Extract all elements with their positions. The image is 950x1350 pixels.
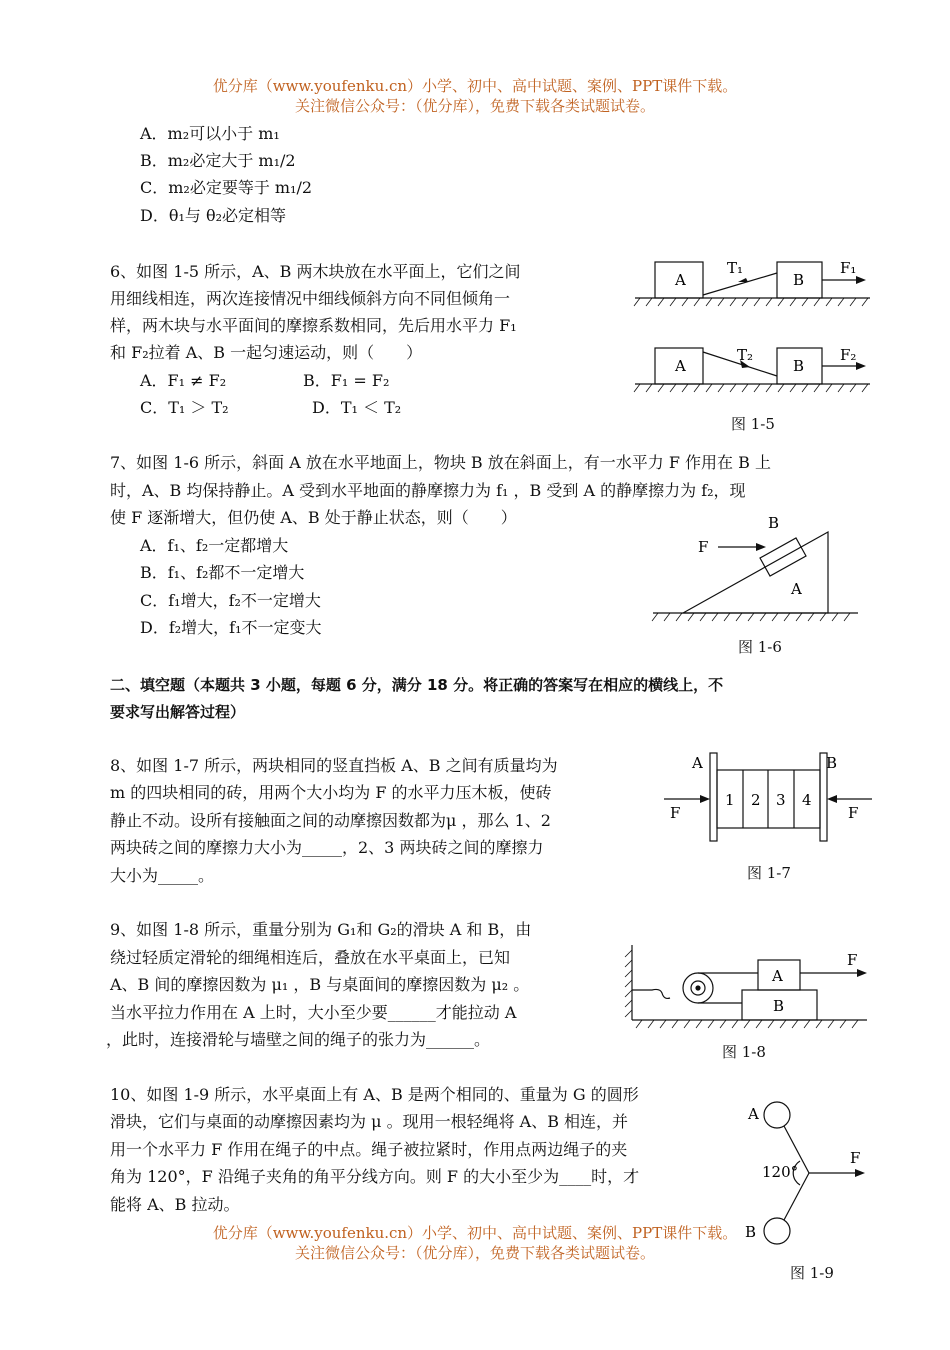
q8-line-4: 两块砖之间的摩擦力大小为_____，2、3 两块砖之间的摩擦力: [110, 838, 544, 857]
fig15-caption: 图 1-5: [731, 415, 775, 433]
fig19-disc-a: [764, 1102, 790, 1128]
q8-line-1: 8、如图 1-7 所示，两块相同的竖直挡板 A、B 之间有质量均为: [110, 756, 558, 775]
fig16-label-a: A: [791, 580, 802, 598]
footer-line-2: 关注微信公众号：（优分库），免费下载各类试题试卷。: [294, 1244, 655, 1262]
header-line-1: 优分库（www.youfenku.cn）小学、初中、高中试题、案例、PPT课件下载。: [212, 77, 738, 95]
fig16-label-b: B: [768, 514, 780, 532]
fig15-label-b-bottom: B: [793, 357, 805, 375]
q10-line-5: 能将 A、B 拉动。: [110, 1195, 240, 1214]
q6-line-3: 样，两木块与水平面间的摩擦系数相同，先后用水平力 F₁: [110, 316, 517, 335]
header-line-2: 关注微信公众号：（优分库），免费下载各类试题试卷。: [294, 97, 655, 115]
fig17-plate-a: [710, 753, 717, 841]
q5-option-a: A．m₂可以小于 m₁: [140, 124, 280, 143]
section2-line-2: 要求写出解答过程）: [110, 703, 246, 721]
fig17-label-a: A: [692, 754, 703, 772]
q10-line-2: 滑块，它们与桌面的动摩擦因素均为 μ 。现用一根轻绳将 A、B 相连，并: [110, 1112, 629, 1131]
fig18-caption: 图 1-8: [722, 1043, 766, 1061]
q6-option-c: C．T₁ ＞ T₂: [140, 398, 229, 417]
q5-option-b: B．m₂必定大于 m₁/2: [140, 151, 296, 170]
fig19-label-a: A: [748, 1105, 759, 1123]
fig17-brick-3: 3: [776, 791, 786, 809]
q10-line-1: 10、如图 1-9 所示，水平桌面上有 A、B 是两个相同的、重量为 G 的圆形: [110, 1085, 639, 1104]
fig17-label-f-left: F: [670, 804, 681, 822]
q7-option-a: A．f₁、f₂一定都增大: [140, 536, 289, 555]
q9-line-5: ，此时，连接滑轮与墙壁之间的绳子的张力为______。: [106, 1030, 491, 1049]
q8-line-5: 大小为_____。: [110, 866, 215, 885]
q9-line-4: 当水平拉力作用在 A 上时，大小至少要______才能拉动 A: [110, 1003, 517, 1022]
figure-1-8: [622, 940, 872, 1035]
fig15-label-f2: F₂: [840, 346, 857, 364]
q9-line-3: A、B 间的摩擦因数为 μ₁ ，B 与桌面间的摩擦因数为 μ₂ 。: [110, 975, 530, 994]
fig15-label-f1: F₁: [840, 259, 857, 277]
q6-line-4: 和 F₂拉着 A、B 一起匀速运动，则（ ）: [110, 343, 423, 362]
figure-1-6: [648, 510, 863, 630]
q6-option-d: D．T₁ ＜ T₂: [312, 398, 402, 417]
q8-line-2: m 的四块相同的砖，用两个大小均为 F 的水平力压木板，使砖: [110, 783, 552, 802]
fig16-caption: 图 1-6: [738, 638, 782, 656]
q6-line-1: 6、如图 1-5 所示，A、B 两木块放在水平面上，它们之间: [110, 262, 521, 281]
fig17-caption: 图 1-7: [747, 864, 791, 882]
fig17-brick-2: 2: [751, 791, 761, 809]
fig17-label-f-right: F: [848, 804, 859, 822]
fig17-brick-4: 4: [802, 791, 812, 809]
fig19-label-f: F: [850, 1149, 861, 1167]
q5-option-c: C．m₂必定要等于 m₁/2: [140, 178, 313, 197]
figure-1-7: [660, 748, 875, 848]
q6-line-2: 用细线相连，两次连接情况中细线倾斜方向不同但倾角一: [110, 289, 511, 308]
fig18-label-b: B: [773, 997, 785, 1015]
fig17-brick-1: 1: [725, 791, 735, 809]
fig17-label-b: B: [826, 754, 838, 772]
fig15-label-a-bottom: A: [675, 357, 686, 375]
fig18-label-a: A: [772, 967, 783, 985]
fig19-caption: 图 1-9: [790, 1264, 834, 1282]
footer-line-1: 优分库（www.youfenku.cn）小学、初中、高中试题、案例、PPT课件下载。: [212, 1224, 738, 1242]
q6-option-b: B．F₁ = F₂: [303, 371, 390, 390]
q8-line-3: 静止不动。设所有接触面之间的动摩擦因数都为μ ，那么 1、2: [110, 811, 551, 830]
fig18-hook: [632, 989, 670, 998]
q7-line-3: 使 F 逐渐增大，但仍使 A、B 处于静止状态，则（ ）: [110, 508, 517, 527]
fig15-label-a-top: A: [675, 271, 686, 289]
fig19-angle: 120°: [762, 1163, 799, 1181]
q5-option-d: D．θ₁与 θ₂必定相等: [140, 206, 287, 225]
fig18-label-f: F: [847, 951, 858, 969]
q9-line-2: 绕过轻质定滑轮的细绳相连后，叠放在水平桌面上，已知: [110, 948, 511, 967]
q7-line-2: 时，A、B 均保持静止。A 受到水平地面的静摩擦力为 f₁ ，B 受到 A 的静摩擦力为 f₂，现: [110, 481, 746, 500]
fig15-label-t1: T₁: [727, 259, 744, 277]
q9-line-1: 9、如图 1-8 所示，重量分别为 G₁和 G₂的滑块 A 和 B，由: [110, 920, 532, 939]
q10-line-3: 用一个水平力 F 作用在绳子的中点。绳子被拉紧时，作用点两边绳子的夹: [110, 1140, 628, 1159]
q7-line-1: 7、如图 1-6 所示，斜面 A 放在水平地面上，物块 B 放在斜面上，有一水平力 F 作用在 B 上: [110, 453, 771, 472]
fig16-label-f: F: [698, 538, 709, 556]
q6-option-a: A．F₁ ≠ F₂: [140, 371, 227, 390]
q7-option-d: D．f₂增大，f₁不一定变大: [140, 618, 322, 637]
fig15-label-t2: T₂: [737, 346, 754, 364]
figure-1-5: [630, 250, 875, 410]
fig15-label-b-top: B: [793, 271, 805, 289]
q7-option-b: B．f₁、f₂都不一定增大: [140, 563, 305, 582]
q10-line-4: 角为 120°，F 沿绳子夹角的角平分线方向。则 F 的大小至少为____时，才: [110, 1167, 640, 1186]
fig19-label-b: B: [745, 1223, 757, 1241]
section2-line-1: 二、填空题（本题共 3 小题，每题 6 分，满分 18 分。将正确的答案写在相应的横线上，不: [110, 676, 724, 694]
q7-option-c: C．f₁增大，f₂不一定增大: [140, 591, 321, 610]
